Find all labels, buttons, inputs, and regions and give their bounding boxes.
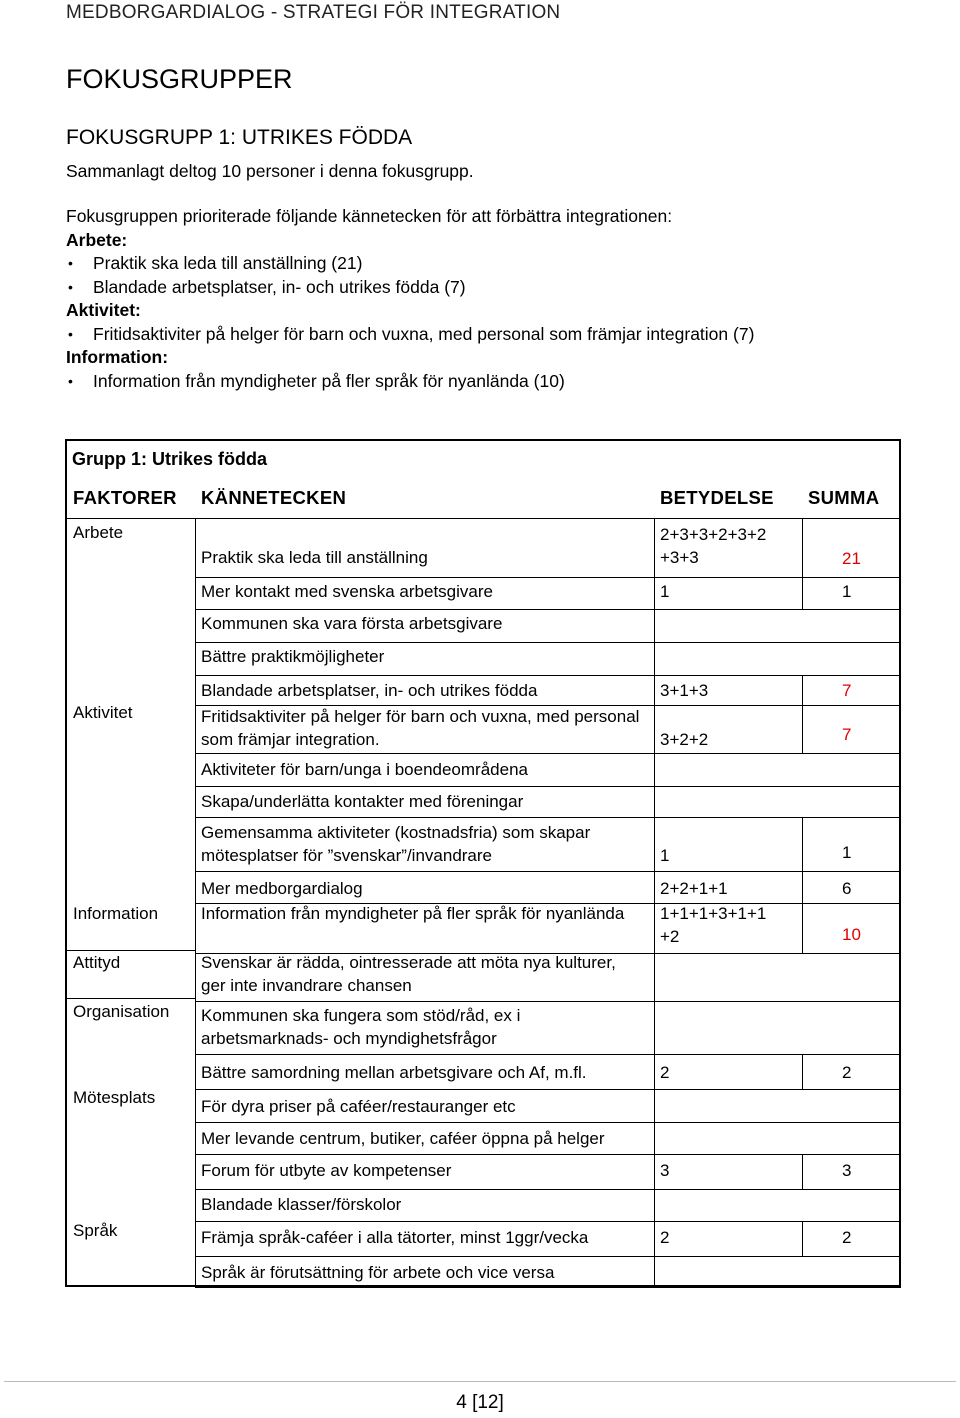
table-rule <box>654 953 655 1001</box>
table-rule <box>195 1221 901 1222</box>
table-rule <box>802 518 803 577</box>
page-number: 4 [12] <box>456 1392 504 1413</box>
meaning-cell: 2+3+3+2+3+2 +3+3 <box>660 525 767 567</box>
sum-cell: 10 <box>842 925 861 944</box>
header-factors: FAKTORER <box>73 487 177 508</box>
table-rule <box>654 675 655 705</box>
table-rule <box>654 642 655 675</box>
trait-cell: Information från myndigheter på fler språk för nyanlända <box>201 904 625 923</box>
table-rule <box>654 786 655 817</box>
priorities-intro: Fokusgruppen prioriterade följande kännetecken för att förbättra integrationen: <box>66 206 673 226</box>
trait-cell: Språk är förutsättning för arbete och vice versa <box>201 1263 555 1282</box>
table-rule <box>195 1189 901 1190</box>
table-rule <box>654 1221 655 1256</box>
table-rule <box>802 705 803 753</box>
factor-label: Språk <box>73 1221 118 1240</box>
trait-cell: Skapa/underlätta kontakter med föreningar <box>201 792 524 811</box>
factors-table <box>65 439 901 1287</box>
factor-label: Organisation <box>73 1002 170 1021</box>
table-rule <box>654 753 655 786</box>
table-rule <box>802 903 803 953</box>
running-header: MEDBORGARDIALOG - STRATEGI FÖR INTEGRATION <box>66 2 561 23</box>
table-rule <box>802 871 803 903</box>
sum-cell: 1 <box>842 843 852 862</box>
table-rule <box>654 1189 655 1221</box>
table-rule <box>195 753 901 754</box>
trait-cell: Blandade klasser/förskolor <box>201 1195 402 1214</box>
table-rule <box>802 577 803 609</box>
section-label: Arbete: <box>66 229 128 250</box>
factor-label: Arbete <box>73 523 124 542</box>
factor-label: Mötesplats <box>73 1088 156 1107</box>
header-sum: SUMMA <box>808 487 880 508</box>
table-rule <box>654 871 655 903</box>
meaning-cell: 1 <box>660 582 670 601</box>
sum-cell: 2 <box>842 1228 852 1247</box>
sum-cell: 1 <box>842 582 852 601</box>
trait-cell: Svenskar är rädda, ointresserade att möta nya kulturer, ger inte invandrare chansen <box>201 953 616 995</box>
factor-label: Information <box>73 904 159 923</box>
table-rule <box>654 1089 655 1122</box>
meaning-cell: 1+1+1+3+1+1 +2 <box>660 904 767 946</box>
table-rule <box>802 817 803 871</box>
participants-text: Sammanlagt deltog 10 personer i denna fokusgrupp. <box>66 161 474 181</box>
table-rule <box>802 1154 803 1189</box>
factor-label: Aktivitet <box>73 703 133 722</box>
footer-divider <box>4 1381 956 1382</box>
list-item: • Blandade arbetsplatser, in- och utrikes födda (7) <box>66 276 926 300</box>
table-rule <box>195 1054 901 1055</box>
table-rule <box>654 705 655 753</box>
meaning-cell: 3+2+2 <box>660 730 709 749</box>
table-rule <box>802 675 803 705</box>
factor-label: Attityd <box>73 953 121 972</box>
table-rule <box>654 1054 655 1089</box>
table-rule <box>654 817 655 871</box>
table-rule <box>67 998 195 999</box>
table-rule <box>654 1001 655 1054</box>
sum-cell: 6 <box>842 879 852 898</box>
table-rule <box>802 1221 803 1256</box>
table-caption: Grupp 1: Utrikes födda <box>72 449 268 469</box>
table-rule <box>195 1001 901 1002</box>
table-rule <box>654 609 655 642</box>
trait-cell: Kommunen ska vara första arbetsgivare <box>201 614 503 633</box>
table-rule <box>654 1122 655 1154</box>
table-rule <box>654 1154 655 1189</box>
meaning-cell: 2 <box>660 1228 670 1247</box>
table-rule <box>195 642 901 643</box>
header-meaning: BETYDELSE <box>660 487 774 508</box>
table-rule <box>195 675 901 676</box>
table-rule <box>195 1256 901 1257</box>
trait-cell: Praktik ska leda till anställning <box>201 548 428 567</box>
table-rule <box>195 817 901 818</box>
meaning-cell: 3+1+3 <box>660 681 709 700</box>
table-grid <box>67 441 899 1285</box>
header-traits: KÄNNETECKEN <box>201 487 347 508</box>
list-item: • Praktik ska leda till anställning (21) <box>66 252 926 276</box>
page-title: FOKUSGRUPPER <box>66 64 293 94</box>
trait-cell: Bättre praktikmöjligheter <box>201 647 385 666</box>
trait-cell: För dyra priser på caféer/restauranger etc <box>201 1097 516 1116</box>
trait-cell: Blandade arbetsplatser, in- och utrikes födda <box>201 681 538 700</box>
table-rule <box>195 1154 901 1155</box>
sum-cell: 3 <box>842 1161 852 1180</box>
list-item: • Fritidsaktiviter på helger för barn och vuxna, med personal som främjar integration (7) <box>66 323 926 347</box>
table-rule <box>195 786 901 787</box>
list-item: • Information från myndigheter på fler språk för nyanlända (10) <box>66 370 926 394</box>
priorities-block <box>66 205 926 393</box>
table-rule <box>654 518 655 577</box>
sum-cell: 7 <box>842 725 852 744</box>
meaning-cell: 3 <box>660 1161 670 1180</box>
section-subtitle: FOKUSGRUPP 1: UTRIKES FÖDDA <box>66 126 413 149</box>
trait-cell: Aktiviteter för barn/unga i boendeområdena <box>201 760 528 779</box>
table-rule <box>67 518 195 519</box>
table-rule <box>195 1122 901 1123</box>
trait-cell: Gemensamma aktiviteter (kostnadsfria) som skapar mötesplatser för ”svenskar”/invandrare <box>201 823 591 865</box>
sum-cell: 2 <box>842 1063 852 1082</box>
table-rule <box>195 1287 901 1288</box>
table-rule <box>195 577 901 578</box>
trait-cell: Forum för utbyte av kompetenser <box>201 1161 452 1180</box>
section-label: Aktivitet: <box>66 300 141 320</box>
section-label: Information: <box>66 347 169 367</box>
sum-cell: 7 <box>842 681 852 700</box>
table-rule <box>195 871 901 872</box>
trait-cell: Bättre samordning mellan arbetsgivare och Af, m.fl. <box>201 1063 587 1082</box>
trait-cell: Mer medborgardialog <box>201 879 363 898</box>
meaning-cell: 1 <box>660 846 670 865</box>
meaning-cell: 2 <box>660 1063 670 1082</box>
table-rule <box>654 1256 655 1287</box>
trait-cell: Mer kontakt med svenska arbetsgivare <box>201 582 493 601</box>
meaning-cell: 2+2+1+1 <box>660 879 728 898</box>
table-rule <box>195 609 901 610</box>
table-rule <box>802 1054 803 1089</box>
table-rule <box>654 903 655 953</box>
trait-cell: Kommunen ska fungera som stöd/råd, ex i arbetsmarknads- och myndighetsfrågor <box>201 1006 521 1048</box>
table-rule <box>195 1089 901 1090</box>
trait-cell: Mer levande centrum, butiker, caféer öppna på helger <box>201 1129 605 1148</box>
trait-cell: Främja språk-caféer i alla tätorter, minst 1ggr/vecka <box>201 1228 589 1247</box>
table-rule <box>654 577 655 609</box>
sum-cell: 21 <box>842 549 861 568</box>
trait-cell: Fritidsaktiviter på helger för barn och vuxna, med personal som främjar integration. <box>201 707 640 749</box>
